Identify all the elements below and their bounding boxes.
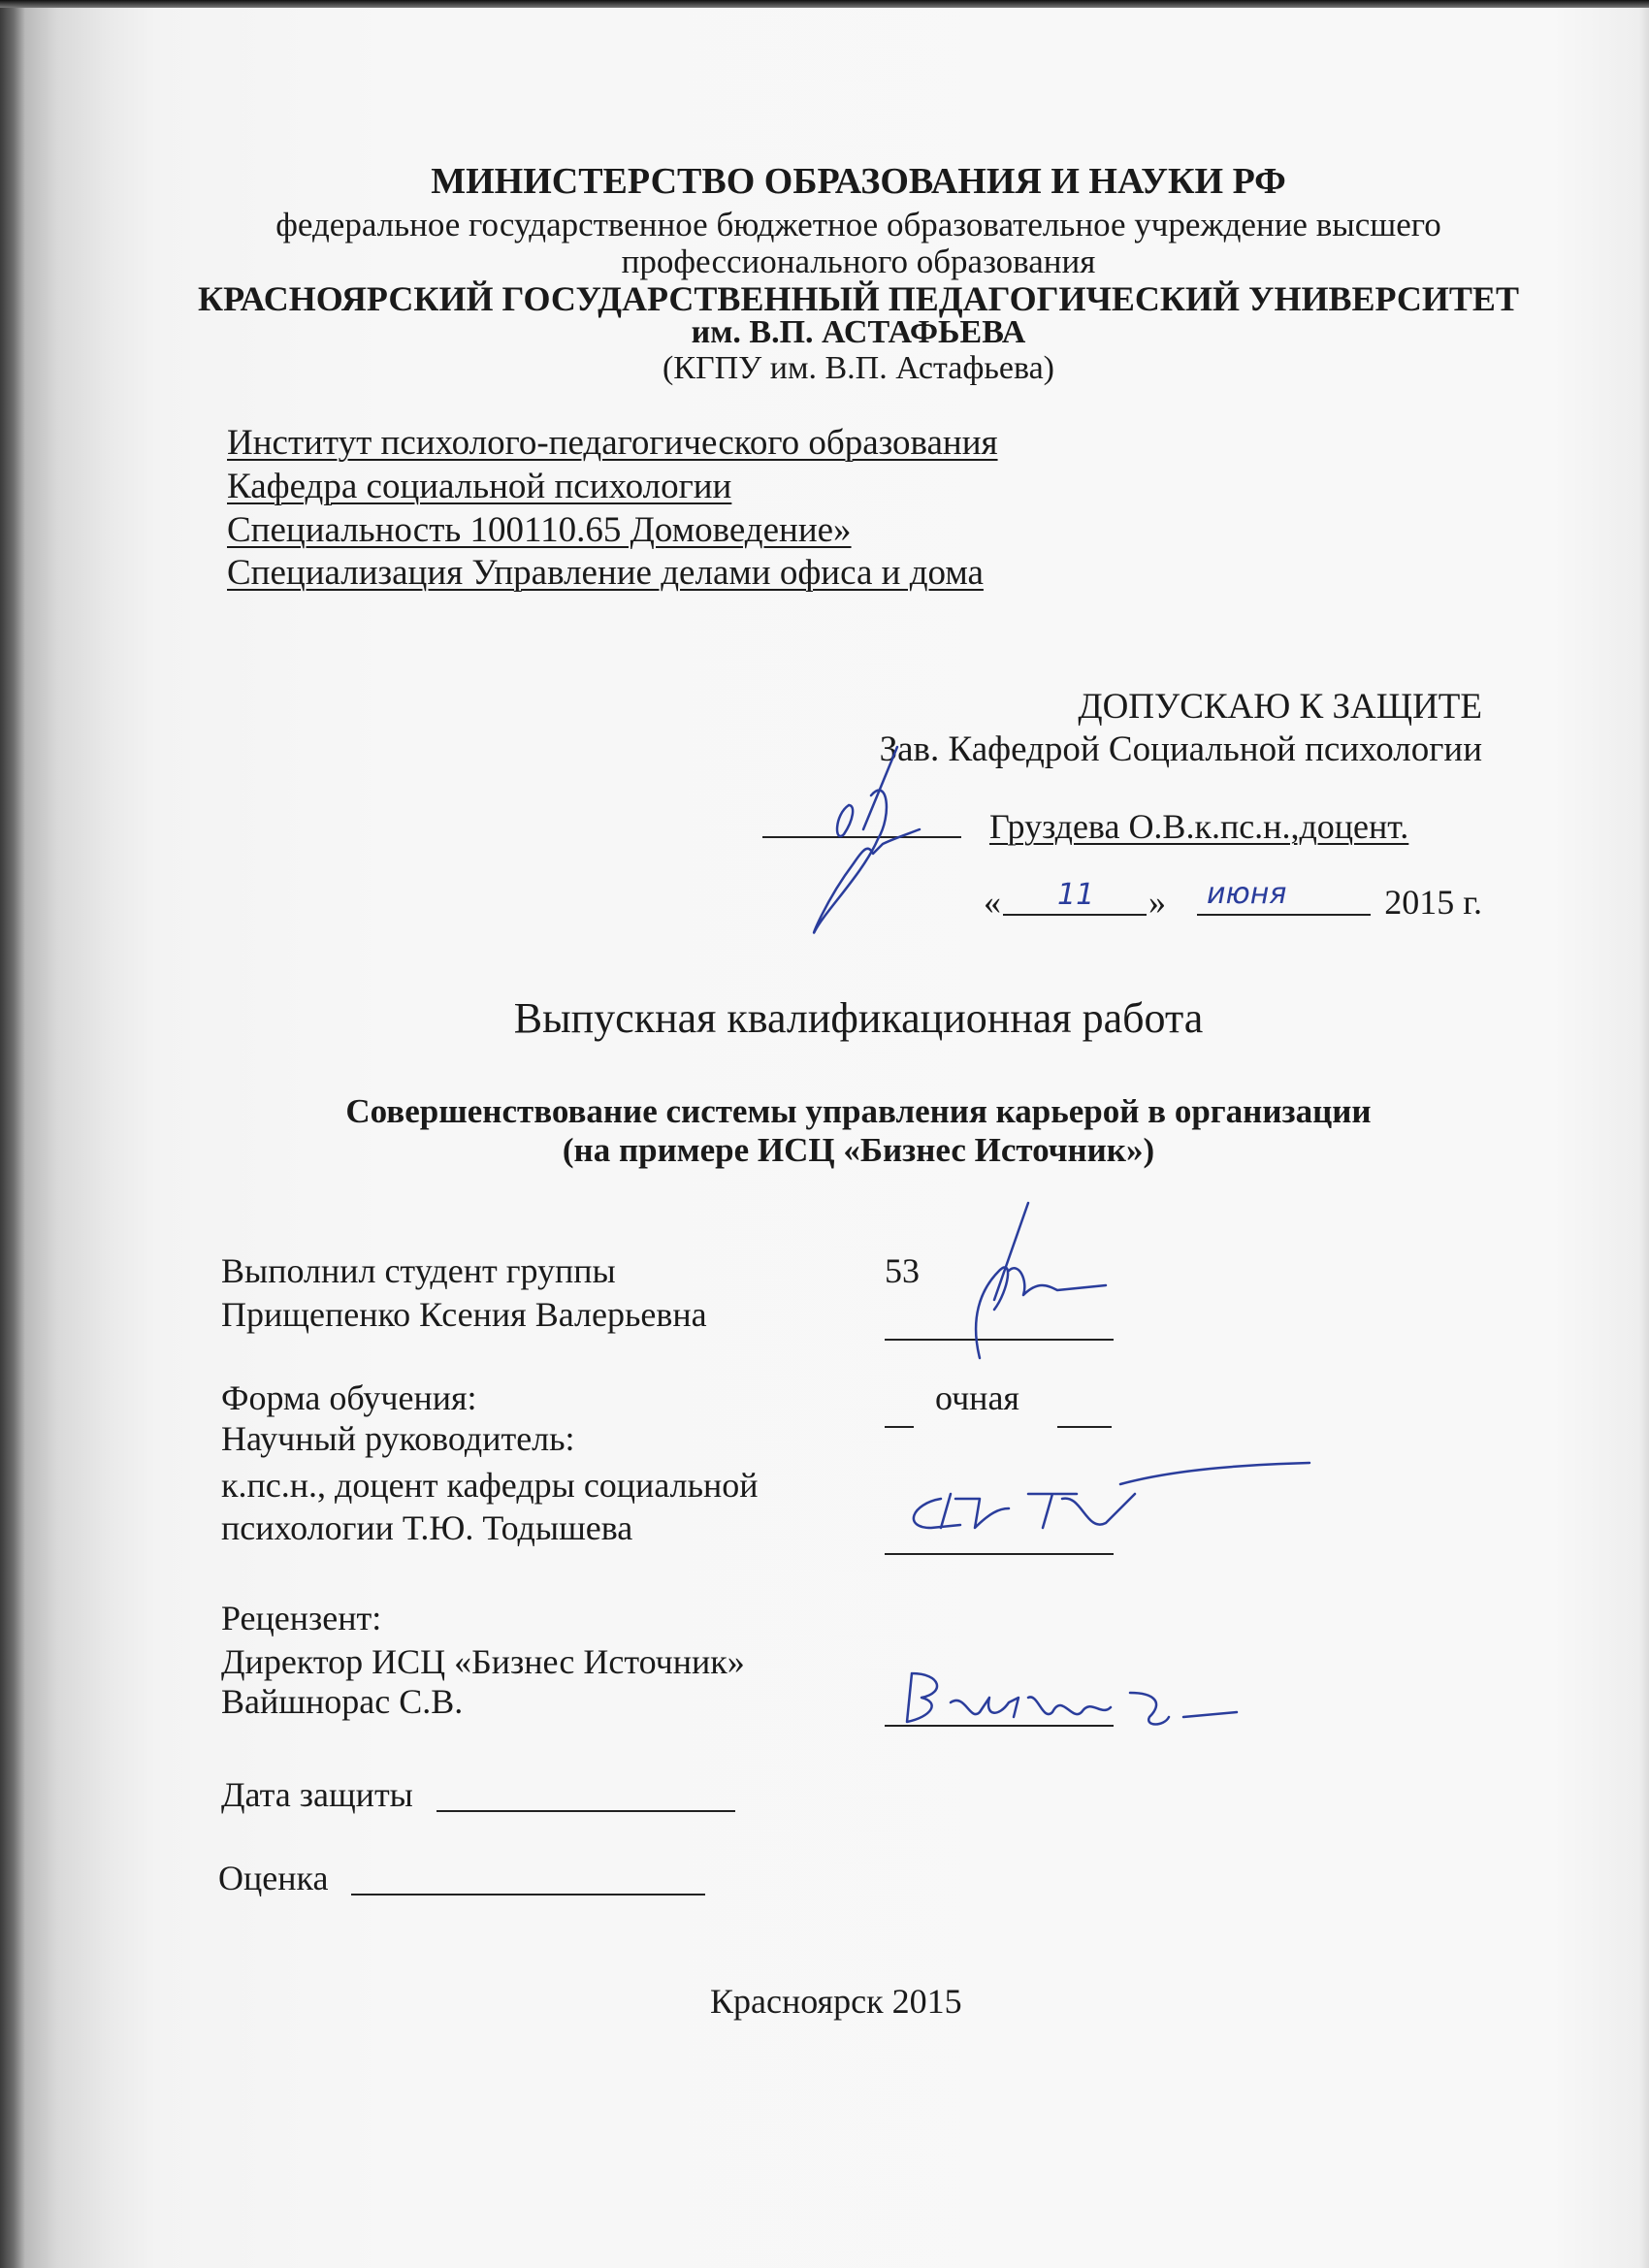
work-title-line1: Совершенствование системы управления карьерой в организации <box>345 1092 1372 1130</box>
approval-signature <box>795 737 951 941</box>
approval-position: Зав. Кафедрой Социальной психологии <box>879 729 1482 769</box>
defense-date-label: Дата защиты <box>221 1775 413 1814</box>
date-year: 2015 г. <box>1384 883 1482 922</box>
work-type: Выпускная квалификационная работа <box>513 994 1204 1042</box>
approval-name: Груздева О.В.к.пс.н.,доцент. <box>989 807 1409 846</box>
reviewer-line1: Директор ИСЦ «Бизнес Источник» <box>221 1642 745 1681</box>
university-abbr: (КГПУ им. В.П. Астафьева) <box>662 350 1055 386</box>
student-name: Прищепенко Ксения Валерьевна <box>221 1295 707 1334</box>
study-form-label: Форма обучения: <box>221 1378 477 1417</box>
supervisor-line2: психологии Т.Ю. Тодышева <box>221 1508 633 1547</box>
reviewer-label: Рецензент: <box>221 1599 382 1637</box>
ministry-heading: МИНИСТЕРСТВО ОБРАЗОВАНИЯ И НАУКИ РФ <box>431 161 1286 202</box>
defense-date-line[interactable] <box>436 1810 735 1812</box>
date-close-quote: » <box>1148 883 1166 922</box>
date-day-handwritten: 11 <box>1057 878 1095 912</box>
date-month-handwritten: июня <box>1207 877 1287 911</box>
specialization-line: Специализация Управление делами офиса и дома <box>227 553 984 593</box>
scan-edge <box>0 0 1649 8</box>
supervisor-label: Научный руководитель: <box>221 1419 575 1458</box>
grade-label: Оценка <box>218 1859 329 1897</box>
institution-type-line1: федеральное государственное бюджетное образовательное учреждение высшего <box>275 206 1441 243</box>
supervisor-line1: к.пс.н., доцент кафедры социальной <box>221 1466 759 1505</box>
group-number: 53 <box>885 1251 920 1290</box>
study-form-line-right <box>1057 1426 1112 1428</box>
date-day-line <box>1003 914 1147 916</box>
study-form-line-left <box>885 1426 914 1428</box>
specialty-line: Специальность 100110.65 Домоведение» <box>227 510 852 550</box>
study-form-value: очная <box>935 1378 1019 1417</box>
chair-line: Кафедра социальной психологии <box>227 467 732 506</box>
university-name: КРАСНОЯРСКИЙ ГОСУДАРСТВЕННЫЙ ПЕДАГОГИЧЕСКИЙ УНИВЕРСИТЕТ <box>198 279 1519 318</box>
reviewer-signature <box>892 1659 1377 1736</box>
approval-title: ДОПУСКАЮ К ЗАЩИТЕ <box>1078 687 1482 727</box>
reviewer-line2: Вайшнорас С.В. <box>221 1682 464 1721</box>
student-signature <box>922 1203 1116 1368</box>
institute-line: Институт психолого-педагогического образования <box>227 423 998 463</box>
student-label: Выполнил студент группы <box>221 1251 616 1290</box>
institution-type-line2: профессионального образования <box>621 243 1096 280</box>
university-named: им. В.П. АСТАФЬЕВА <box>691 314 1026 350</box>
city-year: Красноярск 2015 <box>710 1982 962 2021</box>
supervisor-signature <box>883 1455 1319 1542</box>
date-month-line <box>1197 914 1371 916</box>
supervisor-signature-line <box>885 1553 1114 1555</box>
work-title-line2: (на примере ИСЦ «Бизнес Источник») <box>562 1131 1155 1169</box>
date-open-quote: « <box>984 883 1001 922</box>
grade-line[interactable] <box>351 1894 705 1895</box>
